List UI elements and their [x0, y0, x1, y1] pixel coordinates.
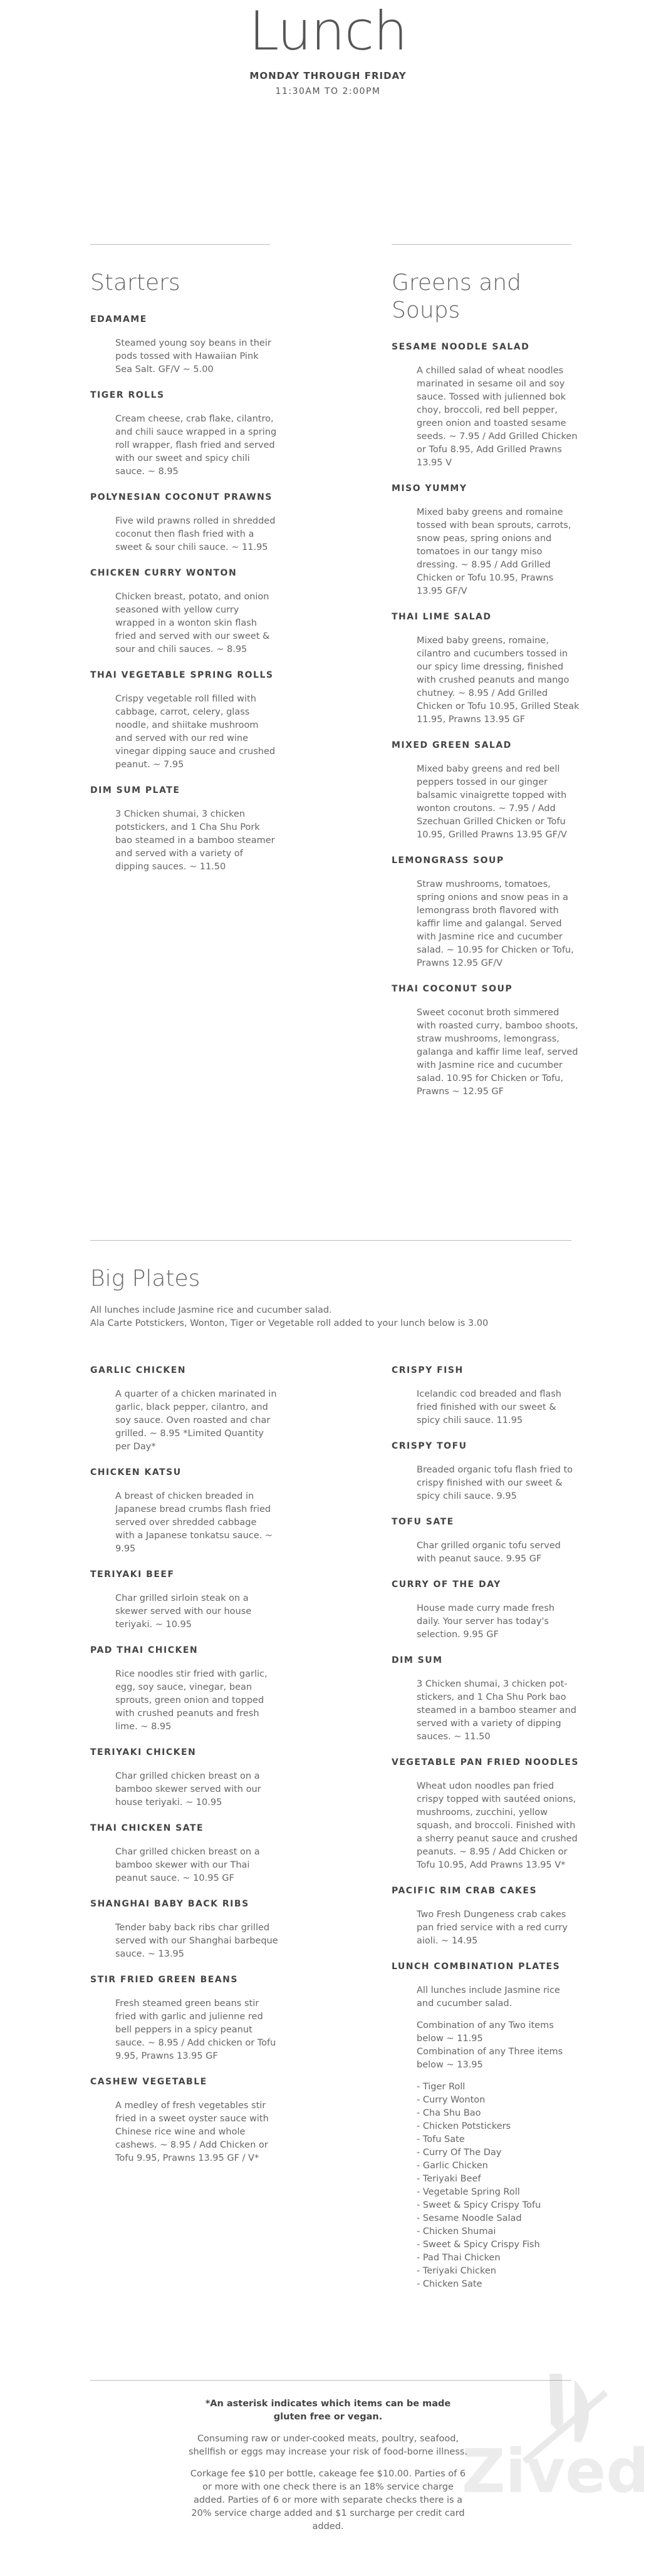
combo-option: - Teriyaki Chicken: [417, 2266, 496, 2276]
menu-item: [90, 1365, 278, 1454]
greens-divider: [392, 244, 571, 245]
menu-item-description: Mixed baby greens, romaine, cilantro and cucumbers tossed in our spicy lime dressing, finished with crushed peanuts and mango chutney. ~ 8.95 / Add Grilled Chicken or Tofu 10.95, Grilled Steak 11.95, Prawns 13.95 GF: [417, 636, 580, 725]
menu-item-name: THAI COCONUT SOUP: [392, 984, 513, 994]
menu-item-description: Icelandic cod breaded and flash fried finished with our sweet & spicy chili sauce. 11.95: [417, 1389, 561, 1425]
menu-item-name: CHICKEN CURRY WONTON: [90, 568, 237, 578]
combo-option: - Sesame Noodle Salad: [417, 2213, 522, 2223]
menu-item-name: CURRY OF THE DAY: [392, 1580, 501, 1590]
menu-item-description: Breaded organic tofu flash fried to crispy finished with our sweet & spicy chili sauce. 9.95: [417, 1465, 573, 1501]
menu-item-name: TIGER ROLLS: [90, 390, 165, 400]
menu-item-description: Chicken breast, potato, and onion seasoned with yellow curry wrapped in a wonton skin flash fried and served with our sweet & sour and chili sauces. ~ 8.95: [115, 592, 270, 654]
menu-item: [392, 1886, 580, 1948]
combo-options: [417, 2081, 580, 2291]
combo-line-3: Combination of any Three items below ~ 13.95: [417, 2047, 563, 2070]
combo-plates-name: LUNCH COMBINATION PLATES: [392, 1962, 561, 1972]
menu-item-description: A medley of fresh vegetables stir fried in a sweet oyster sauce with Chinese rice wine and whole cashews. ~ 8.95 / Add Chicken or Tofu 9.95, Prawns 13.95 GF / V*: [115, 2101, 269, 2163]
menu-item: [90, 670, 278, 772]
menu-item-description: A quarter of a chicken marinated in garlic, black pepper, cilantro, and soy sauce. Oven roasted and char grilled. ~ 8.95 *Limited Quantity per Day*: [115, 1389, 277, 1452]
menu-item: [392, 1365, 580, 1427]
menu-item-description: Mixed baby greens and romaine tossed with bean sprouts, carrots, snow peas, spring onions and tomatoes in our tangy miso dressing. ~ 8.95 / Add Grilled Chicken or Tofu 10.95, Prawns 13.95 GF/V: [417, 507, 571, 596]
fees-note: Corkage fee $10 per bottle, cakeage fee $10.00. Parties of 6 or more with one check there is an 18% service charge added. Parties of 6 or more with separate checks there is a 20% service charge added and $1 surcharge per credit card added.: [190, 2469, 466, 2532]
menu-item-name: POLYNESIAN COCONUT PRAWNS: [90, 492, 273, 502]
menu-item-description: Rice noodles stir fried with garlic, egg, soy sauce, vinegar, bean sprouts, green onion and topped with crushed peanuts and fresh lime. ~ 8.95: [115, 1669, 268, 1732]
menu-item-description: Char grilled chicken breast on a bamboo skewer with our Thai peanut sauce. ~ 10.95 GF: [115, 1847, 260, 1883]
menu-item: [392, 1757, 580, 1872]
menu-item: [90, 1975, 278, 2063]
combo-option: - Chicken Shumai: [417, 2227, 496, 2237]
menu-item-description: Tender baby back ribs char grilled served with our Shanghai barbeque sauce. ~ 13.95: [115, 1923, 278, 1959]
menu-item-name: STIR FRIED GREEN BEANS: [90, 1975, 238, 1985]
starters-section: [90, 269, 278, 887]
page-title: Lunch: [249, 0, 407, 63]
raw-food-warning: Consuming raw or under-cooked meats, poultry, seafood, shellfish or eggs may increase your risk of food-borne illness.: [188, 2434, 468, 2457]
menu-item-description: Char grilled organic tofu served with peanut sauce. 9.95 GF: [417, 1541, 561, 1564]
menu-item-name: LEMONGRASS SOUP: [392, 856, 504, 866]
menu-item-description: Straw mushrooms, tomatoes, spring onions and snow peas in a lemongrass broth flavored with kaffir lime and galangal. Served with Jasmine rice and cucumber salad. ~ 10.95 for Chicken or Tofu, Prawns 12.95 GF/V: [417, 879, 574, 968]
hours-label: 11:30AM TO 2:00PM: [275, 86, 381, 96]
menu-item-name: TERIYAKI BEEF: [90, 1570, 175, 1580]
menu-item-description: Char grilled sirloin steak on a skewer served with our house teriyaki. ~ 10.95: [115, 1593, 252, 1630]
greens-list: [392, 342, 580, 1099]
menu-item-name: DIM SUM PLATE: [90, 785, 180, 795]
big-plates-left: [90, 1365, 278, 2179]
menu-item-name: CRISPY TOFU: [392, 1441, 467, 1451]
menu-item-name: THAI VEGETABLE SPRING ROLLS: [90, 670, 274, 680]
big-plates-intro-1: All lunches include Jasmine rice and cucumber salad.: [90, 1305, 332, 1315]
menu-item-description: Sweet coconut broth simmered with roasted curry, bamboo shoots, straw mushrooms, lemongrass, galanga and kaffir lime leaf, served with Jasmine rice and cucumber salad. 10.95 for Chicken or Tofu, Prawns ~ 12.95 GF: [417, 1008, 578, 1097]
big-plates-title: Big Plates: [90, 1266, 200, 1291]
menu-item-description: A breast of chicken breaded in Japanese bread crumbs flash fried served over shredded cabbage with a Japanese tonkatsu sauce. ~ 9.95: [115, 1491, 273, 1554]
menu-item-name: PACIFIC RIM CRAB CAKES: [392, 1886, 538, 1896]
starters-divider: [90, 244, 270, 245]
days-label: MONDAY THROUGH FRIDAY: [249, 70, 407, 81]
menu-item: [90, 1747, 278, 1809]
menu-item-description: Mixed baby greens and red bell peppers tossed in our ginger balsamic vinaigrette topped with wonton croutons. ~ 7.95 / Add Szechuan Grilled Chicken or Tofu 10.95, Grilled Prawns 13.95 GF/V: [417, 764, 567, 840]
menu-item: [392, 1580, 580, 1642]
menu-item: [392, 342, 580, 470]
zived-watermark: [418, 2367, 649, 2530]
menu-item-name: DIM SUM: [392, 1655, 443, 1665]
combo-option: - Curry Wonton: [417, 2095, 486, 2105]
combo-option: - Curry Of The Day: [417, 2148, 502, 2158]
big-plates-right: [392, 1365, 580, 2302]
menu-item: [392, 1517, 580, 1566]
combo-option: - Sweet & Spicy Crispy Tofu: [417, 2200, 541, 2210]
menu-item: [392, 1441, 580, 1503]
combo-option: - Vegetable Spring Roll: [417, 2187, 520, 2197]
combo-option: - Chicken Sate: [417, 2279, 482, 2289]
menu-item: [392, 612, 580, 727]
menu-item: [90, 568, 278, 656]
combo-option: - Pad Thai Chicken: [417, 2253, 501, 2263]
combo-option: - Tiger Roll: [417, 2082, 466, 2092]
combo-option: - Chicken Potstickers: [417, 2121, 511, 2131]
menu-item-description: Char grilled chicken breast on a bamboo skewer served with our house teriyaki. ~ 10.95: [115, 1771, 261, 1808]
menu-item-name: SHANGHAI BABY BACK RIBS: [90, 1899, 249, 1909]
menu-item: [90, 785, 278, 874]
combo-option: - Sweet & Spicy Crispy Fish: [417, 2240, 540, 2250]
starters-list: [90, 314, 278, 874]
menu-item: [392, 856, 580, 970]
menu-item-name: VEGETABLE PAN FRIED NOODLES: [392, 1757, 580, 1767]
watermark-text: Zived: [462, 2436, 649, 2506]
menu-item-description: Five wild prawns rolled in shredded coconut then flash fried with a sweet & sour chili sauce. ~ 11.95: [115, 516, 276, 552]
starters-title: Starters: [90, 270, 180, 296]
menu-item-description: A chilled salad of wheat noodles marinated in sesame oil and soy sauce. Tossed with julienned bok choy, broccoli, red bell pepper, green onion and toasted sesame seeds. ~ 7.95 / Add Grilled Chicken or Tofu 8.95, Add Grilled Prawns 13.95 V: [417, 366, 578, 468]
menu-item-name: MISO YUMMY: [392, 484, 467, 494]
menu-item: [392, 1655, 580, 1744]
menu-item-name: CHICKEN KATSU: [90, 1467, 182, 1477]
combo-line-2: Combination of any Two items below ~ 11.95: [417, 2020, 554, 2044]
menu-item-description: Two Fresh Dungeness crab cakes pan fried service with a red curry aioli. ~ 14.95: [417, 1910, 568, 1946]
menu-item: [90, 492, 278, 554]
combo-option: - Cha Shu Bao: [417, 2108, 481, 2118]
combo-plates: [392, 1962, 580, 2291]
menu-item: [90, 2077, 278, 2165]
menu-item-description: House made curry made fresh daily. Your server has today's selection. 9.95 GF: [417, 1603, 554, 1640]
big-plates-divider: [90, 1240, 571, 1241]
menu-item: [90, 1570, 278, 1632]
menu-item-description: 3 Chicken shumai, 3 chicken potstickers, and 1 Cha Shu Pork bao steamed in a bamboo steamer and served with a variety of dipping sauces. ~ 11.50: [115, 809, 275, 872]
combo-line-1: All lunches include Jasmine rice and cucumber salad.: [417, 1985, 560, 2009]
menu-item-description: 3 Chicken shumai, 3 chicken pot-stickers, and 1 Cha Shu Pork bao steamed in a bamboo steamer and served with a variety of dipping sauces. ~ 11.50: [417, 1679, 576, 1742]
menu-item-name: EDAMAME: [90, 314, 147, 324]
menu-item-name: PAD THAI CHICKEN: [90, 1645, 199, 1655]
combo-option: - Tofu Sate: [417, 2134, 465, 2144]
menu-item-name: GARLIC CHICKEN: [90, 1365, 186, 1375]
menu-item-name: THAI LIME SALAD: [392, 612, 492, 622]
big-plates-right-list: [392, 1365, 580, 1948]
menu-item: [392, 740, 580, 842]
greens-title: Greens and Soups: [392, 270, 521, 323]
asterisk-note: *An asterisk indicates which items can be made gluten free or vegan.: [205, 2399, 451, 2422]
menu-item-name: THAI CHICKEN SATE: [90, 1823, 204, 1833]
menu-item-description: Wheat udon noodles pan fried crispy topped with sautéed onions, mushrooms, zucchini, yellow squash, and broccoli. Finished with a sherry peanut sauce and crushed peanuts. ~ 8.95 / Add Chicken or Tofu 10.95, Add Prawns 13.95 V*: [417, 1781, 578, 1870]
menu-item: [90, 1645, 278, 1734]
menu-item-description: Steamed young soy beans in their pods tossed with Hawaiian Pink Sea Salt. GF/V ~ 5.00: [115, 338, 271, 375]
combo-option: - Teriyaki Beef: [417, 2174, 481, 2184]
menu-item-name: TERIYAKI CHICKEN: [90, 1747, 197, 1757]
menu-item-name: CRISPY FISH: [392, 1365, 464, 1375]
menu-item-description: Cream cheese, crab flake, cilantro, and chili sauce wrapped in a spring roll wrapper, flash fried and served with our sweet and spicy chili sauce. ~ 8.95: [115, 414, 277, 477]
menu-item-name: MIXED GREEN SALAD: [392, 740, 512, 750]
menu-item-name: TOFU SATE: [392, 1517, 454, 1527]
combo-option: - Garlic Chicken: [417, 2161, 488, 2171]
menu-item: [90, 390, 278, 478]
menu-item: [392, 484, 580, 598]
menu-item-description: Crispy vegetable roll filled with cabbage, carrot, celery, glass noodle, and shiitake mushroom and served with our red wine vinegar dipping sauce and crushed peanut. ~ 7.95: [115, 694, 276, 770]
menu-item: [90, 1899, 278, 1961]
menu-item: [392, 984, 580, 1099]
menu-item: [90, 314, 278, 376]
menu-item: [90, 1467, 278, 1556]
greens-section: [392, 269, 580, 1112]
menu-item-name: CASHEW VEGETABLE: [90, 2077, 207, 2087]
menu-item-name: SESAME NOODLE SALAD: [392, 342, 530, 352]
menu-item-description: Fresh steamed green beans stir fried with garlic and julienne red bell peppers in a spicy peanut sauce. ~ 8.95 / Add chicken or Tofu 9.95, Prawns 13.95 GF: [115, 1999, 276, 2061]
big-plates-intro-2: Ala Carte Potstickers, Wonton, Tiger or Vegetable roll added to your lunch below is 3.00: [90, 1318, 489, 1328]
big-plates-header: [90, 1265, 566, 1330]
menu-item: [90, 1823, 278, 1885]
